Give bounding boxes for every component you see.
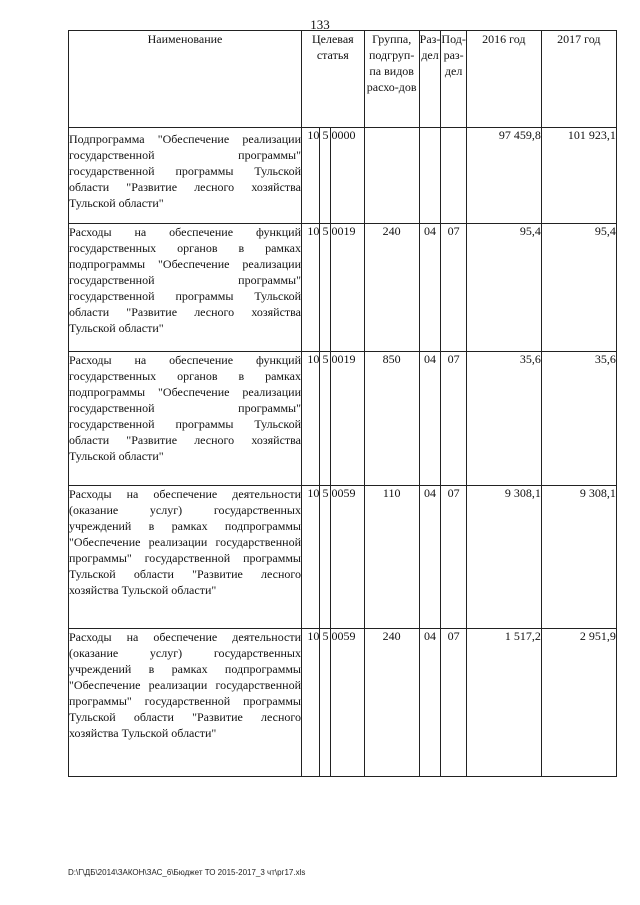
row-cs-program: 10 [302,128,320,224]
row-cs-subprogram: 5 [320,352,331,486]
row-cs-subprogram: 5 [320,629,331,777]
row-2016: 95,4 [466,224,541,352]
table-row [69,128,617,224]
row-group: 110 [364,486,419,629]
row-section: 04 [419,629,441,777]
page-number: 133 [310,17,330,32]
row-2016: 1 517,2 [466,629,541,777]
row-subsection: 07 [441,486,466,629]
table-row [69,629,617,777]
table-row [69,352,617,486]
table-row [69,486,617,629]
row-group [364,128,419,224]
header-group: Группа, подгруп-па видов расхо-дов [364,31,419,128]
row-name: Подпрограмма "Обеспечение реализации государственной программы" государственной программы Тульской области "Развитие лесного хозяйства Тульской области" [69,128,302,224]
row-group: 850 [364,352,419,486]
header-subsection: Под-раз-дел [441,31,466,128]
row-cs-program: 10 [302,486,320,629]
row-2017: 2 951,9 [541,629,616,777]
row-cs-direction: 0019 [331,352,364,486]
row-cs-subprogram: 5 [320,224,331,352]
header-row [69,31,617,128]
row-2017: 95,4 [541,224,616,352]
row-2017: 101 923,1 [541,128,616,224]
row-cs-direction: 0059 [331,486,364,629]
header-section: Раз-дел [419,31,441,128]
row-cs-direction: 0019 [331,224,364,352]
row-name: Расходы на обеспечение функций государственных органов в рамках подпрограммы "Обеспечение реализации государственной программы" государственной программы Тульской области "Развитие лесного хозяйства Тульской области" [69,224,302,352]
budget-table [68,30,617,777]
row-group: 240 [364,629,419,777]
row-section: 04 [419,486,441,629]
row-2016: 35,6 [466,352,541,486]
row-cs-program: 10 [302,352,320,486]
row-name: Расходы на обеспечение деятельности (оказание услуг) государственных учреждений в рамках подпрограммы "Обеспечение реализации государственной программы" государственной программы Тульской области "Развитие лесного хозяйства Тульской области" [69,629,302,777]
row-cs-subprogram: 5 [320,128,331,224]
header-target-article: Целевая статья [302,31,365,128]
row-subsection: 07 [441,629,466,777]
header-2016: 2016 год [466,31,541,128]
row-2017: 9 308,1 [541,486,616,629]
table-row [69,224,617,352]
row-cs-direction: 0000 [331,128,364,224]
row-cs-program: 10 [302,224,320,352]
file-path-footer: D:\Г\ДБ\2014\ЗАКОН\ЗАС_6\Бюджет ТО 2015-2017_3 чт\рг17.xls [68,868,306,877]
row-name: Расходы на обеспечение деятельности (оказание услуг) государственных учреждений в рамках подпрограммы "Обеспечение реализации государственной программы" государственной программы Тульской области "Развитие лесного хозяйства Тульской области" [69,486,302,629]
row-cs-subprogram: 5 [320,486,331,629]
row-2016: 97 459,8 [466,128,541,224]
row-section: 04 [419,352,441,486]
row-group: 240 [364,224,419,352]
row-subsection [441,128,466,224]
row-subsection: 07 [441,352,466,486]
header-name: Наименование [69,31,302,128]
row-cs-program: 10 [302,629,320,777]
row-cs-direction: 0059 [331,629,364,777]
row-2016: 9 308,1 [466,486,541,629]
row-name: Расходы на обеспечение функций государственных органов в рамках подпрограммы "Обеспечение реализации государственной программы" государственной программы Тульской области "Развитие лесного хозяйства Тульской области" [69,352,302,486]
row-2017: 35,6 [541,352,616,486]
row-section [419,128,441,224]
row-subsection: 07 [441,224,466,352]
row-section: 04 [419,224,441,352]
header-2017: 2017 год [541,31,616,128]
